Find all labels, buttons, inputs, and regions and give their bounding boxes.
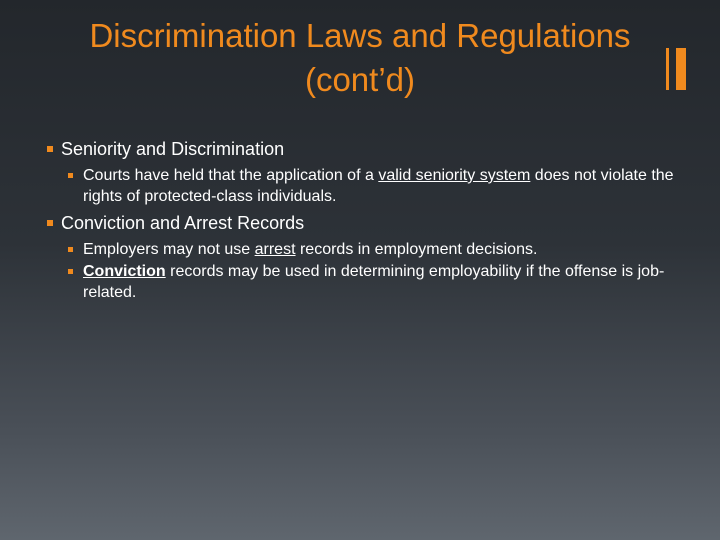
accent-bar-thick bbox=[676, 48, 686, 90]
bullet-item-seniority-system bbox=[46, 165, 676, 207]
title-accent-bars bbox=[666, 48, 686, 90]
accent-bar-thin bbox=[666, 48, 669, 90]
square-bullet-icon bbox=[68, 269, 73, 274]
bullet-text-pre: Courts have held that the application of a bbox=[83, 167, 379, 184]
bullet-text-post: records may be used in determining employability if the offense is job-related. bbox=[83, 263, 665, 301]
slide-body bbox=[46, 137, 676, 304]
bullet-item-arrest-records bbox=[46, 239, 676, 260]
bullet-text-underlined-bold: Conviction bbox=[83, 263, 166, 280]
title-line-1: Discrimination Laws and Regulations bbox=[89, 17, 631, 54]
section-heading-text: Seniority and Discrimination bbox=[61, 139, 285, 159]
section-heading-text: Conviction and Arrest Records bbox=[61, 213, 305, 233]
bullet-item-conviction-records bbox=[46, 261, 676, 303]
bullet-text-post: records in employment decisions. bbox=[295, 241, 538, 258]
square-bullet-icon bbox=[47, 220, 53, 226]
section-heading-seniority bbox=[46, 137, 676, 161]
square-bullet-icon bbox=[68, 173, 73, 178]
bullet-text-post: does not violate the rights of protected-class individuals. bbox=[83, 167, 674, 205]
section-heading-records bbox=[46, 211, 676, 235]
square-bullet-icon bbox=[47, 146, 53, 152]
title-line-2: (cont’d) bbox=[304, 61, 416, 98]
bullet-text-pre: Employers may not use bbox=[83, 241, 255, 258]
bullet-text-underlined: valid seniority system bbox=[378, 167, 531, 184]
slide-title bbox=[40, 14, 680, 102]
bullet-text-underlined: arrest bbox=[254, 241, 296, 258]
square-bullet-icon bbox=[68, 247, 73, 252]
